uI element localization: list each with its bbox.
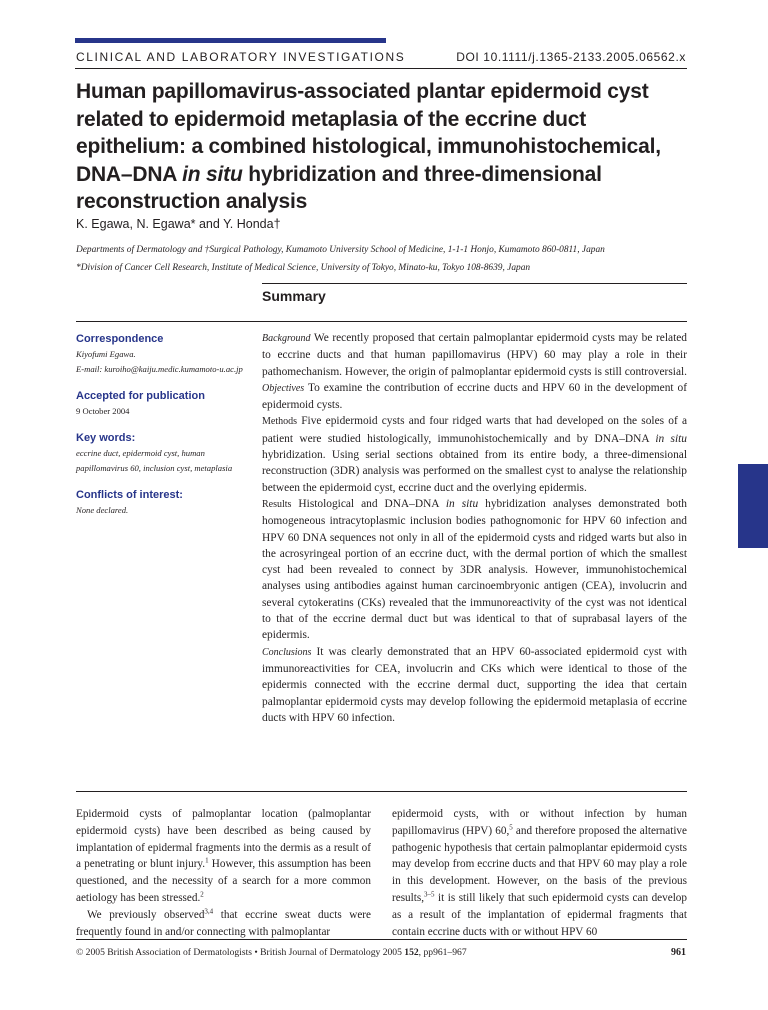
correspondence-heading: Correspondence <box>76 333 164 345</box>
header-accent-bar <box>75 38 386 43</box>
summary-top-rule <box>262 283 687 284</box>
abstract-bottom-rule <box>76 791 687 792</box>
keywords-heading: Key words: <box>76 432 136 444</box>
abstract-objectives: Objectives To examine the contribution of eccrine ducts and HPV 60 in the development of epidermoid cysts. <box>262 381 687 412</box>
authors: K. Egawa, N. Egawa* and Y. Honda† <box>76 217 281 231</box>
section-label: CLINICAL AND LABORATORY INVESTIGATIONS <box>76 50 406 64</box>
body-column-right <box>392 806 687 940</box>
abstract-results: Results Histological and DNA–DNA in situ hybridization analyses demonstrated both homogeneous intracytoplasmic inclusion bodies pathognomonic for HPV 60 infection and HPV 60 DNA sequences not only in all of the epidermoid cysts and ridged warts but also in the acrosyringeal portion of an eccrine duct, with the dermal portion of which the smallest cyst had been revealed to connect by 3DR analysis. However, immunohistochemical analyses using antibodies against human carcinoembryonic antigen (CEA), involucrin and several cytokeratins (CKs) revealed that the immunoreactivity of the cyst was not identical to that of the eccrine dermal duct but was identical to that of suprabasal layers of the epidermis. <box>262 497 687 642</box>
correspondence-details <box>76 347 246 376</box>
body-paragraph-3: epidermoid cysts, with or without infection by human papillomavirus (HPV) 60,$^5$ and therefore proposed the alternative pathogenic hypothesis that certain palmoplantar epidermoid cysts may develop from eccrine ducts and that HPV 60 may play a role in this development. However, on the basis of the previous results,$^{3-5}$ it is still likely that such epidermoid cysts can develop as a result of the implantation of epidermal fragments that contain eccrine ducts with or without HPV 60 <box>392 808 687 938</box>
article-title: Human papillomavirus-associated plantar epidermoid cyst related to epidermoid metaplasia of the eccrine duct epithelium: a combined histological, immunohistochemical, DNA–DNA in situ hybridization and three-dimensional reconstruction analysis <box>76 80 661 213</box>
body-paragraph-2: We previously observed$^{3,4}$ that eccrine sweat ducts were frequently found in and/or connecting with palmoplantar <box>76 907 371 938</box>
doi-label: DOI 10.1111/j.1365-2133.2005.06562.x <box>456 50 686 64</box>
keywords: eccrine duct, epidermoid cyst, human papillomavirus 60, inclusion cyst, metaplasia <box>76 448 233 473</box>
affiliation-2: *Division of Cancer Cell Research, Institute of Medical Science, University of Tokyo, Minato-ku, Tokyo 108-8639, Japan <box>76 263 531 273</box>
abstract-methods: Methods Five epidermoid cysts and four ridged warts that had developed on the soles of a patient were studied histologically, immunohistochemically and by DNA–DNA in situ hybridization. Using serial sections obtained from its entire body, a three-dimensional reconstruction (3DR) analysis was performed on the smallest cyst to analyse the relationship between the epidermoid cyst, eccrine duct and the overlying epidermis. <box>262 415 687 494</box>
correspondence-name: Kiyofumi Egawa. <box>76 349 136 359</box>
footer-rule <box>76 939 687 940</box>
summary-rule <box>76 321 687 322</box>
abstract-background: Background We recently proposed that certain palmoplantar epidermoid cysts may be related to eccrine ducts and that human papillomavirus (HPV) 60 may play a role in their pathomechanism. However, the origin of palmoplantar epidermoid cysts is still controversial. <box>262 332 688 378</box>
body-paragraph-1: Epidermoid cysts of palmoplantar location (palmoplantar epidermoid cysts) have been described as being caused by implantation of epidermal fragments into the dermis as a result of a penetrating or blunt injury.$^1$ However, this assumption has been questioned, and the necessity of a search for a more common aetiology has been stressed.$^2$ <box>76 808 371 904</box>
footer-citation: © 2005 British Association of Dermatologists • British Journal of Dermatology 2005 152, pp961–967 <box>76 947 467 958</box>
accepted-date: 9 October 2004 <box>76 406 130 416</box>
accepted-heading: Accepted for publication <box>76 390 205 402</box>
page-number: 961 <box>671 947 686 958</box>
header-rule <box>75 68 687 69</box>
correspondence-email: E-mail: kuroiho@kaiju.medic.kumamoto-u.ac.jp <box>76 363 243 374</box>
affiliation-1: Departments of Dermatology and †Surgical Pathology, Kumamoto University School of Medicine, 1-1-1 Honjo, Kumamoto 860-0811, Japan <box>76 245 605 255</box>
abstract-conclusions: Conclusions It was clearly demonstrated that an HPV 60-associated epidermoid cyst with immunoreactivities for CEA, involucrin and CKs which were identical to those of the epidermis connected with the eccrine dermal duct, supporting the idea that certain palmoplantar epidermoid cysts may develop following the epidermoid metaplasia of eccrine ducts with HPV 60 infection. <box>262 645 687 724</box>
summary-abstract <box>262 330 687 726</box>
body-column-left <box>76 806 371 940</box>
section-thumb-tab <box>738 464 768 548</box>
summary-heading: Summary <box>262 288 326 304</box>
conflicts-text: None declared. <box>76 505 129 515</box>
conflicts-heading: Conflicts of interest: <box>76 489 183 501</box>
